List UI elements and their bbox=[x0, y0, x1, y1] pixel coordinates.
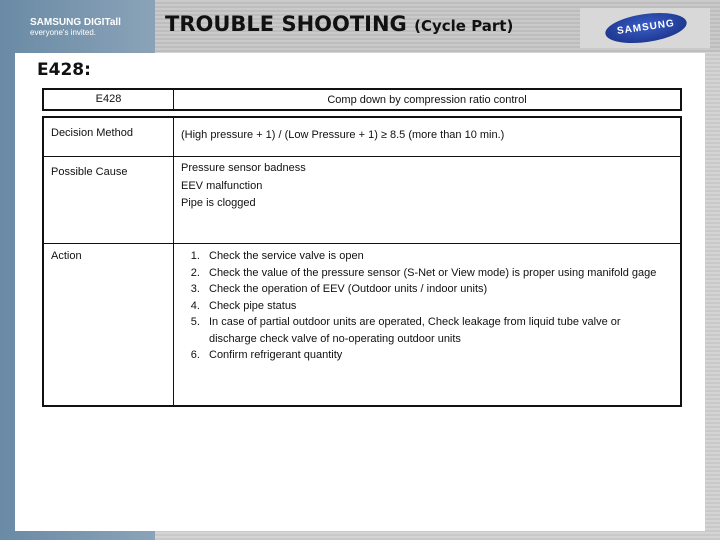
decision-label: Decision Method bbox=[44, 118, 174, 156]
logo-tagline: everyone's invited. bbox=[30, 28, 97, 37]
action-item: 5. In case of partial outdoor units are operated, Check leakage from liquid tube valve or discharge check valve of no-operating outdoor units bbox=[203, 314, 670, 347]
action-label: Action bbox=[44, 244, 174, 405]
table-row-action bbox=[42, 243, 682, 407]
cause-list bbox=[174, 157, 680, 243]
title-main: TROUBLE SHOOTING bbox=[165, 12, 407, 36]
description-cell: Comp down by compression ratio control bbox=[327, 94, 527, 106]
table-row-decision bbox=[42, 116, 682, 158]
cause-item: EEV malfunction bbox=[181, 179, 263, 192]
action-item: 1. Check the service valve is open bbox=[203, 248, 670, 265]
samsung-digitall-logo bbox=[30, 18, 121, 38]
code-cell: E428 bbox=[44, 90, 174, 109]
logo-text: SAMSUNG DIGITall bbox=[30, 17, 121, 28]
error-code-heading: E428: bbox=[37, 60, 91, 80]
action-item: 3. Check the operation of EEV (Outdoor units / indoor units) bbox=[203, 281, 670, 298]
table-row-cause bbox=[42, 156, 682, 245]
decision-value: (High pressure + 1) / (Low Pressure + 1) ≥ 8.5 (more than 10 min.) bbox=[181, 129, 505, 141]
samsung-logo: SAMSUNG bbox=[603, 8, 688, 47]
cause-item: Pressure sensor badness bbox=[181, 162, 306, 174]
title-sub: (Cycle Part) bbox=[414, 17, 514, 35]
action-list bbox=[181, 248, 670, 364]
cause-label: Possible Cause bbox=[44, 157, 174, 243]
brand-box bbox=[580, 8, 710, 48]
action-list-cell bbox=[174, 244, 680, 405]
table-row-header bbox=[42, 88, 682, 111]
action-item: 2. Check the value of the pressure sensor (S-Net or View mode) is proper using manifold gage bbox=[203, 265, 670, 282]
action-item: 6. Confirm refrigerant quantity bbox=[203, 347, 670, 364]
page-title bbox=[165, 12, 513, 36]
action-item: 4. Check pipe status bbox=[203, 298, 670, 315]
cause-item: Pipe is clogged bbox=[181, 197, 256, 209]
